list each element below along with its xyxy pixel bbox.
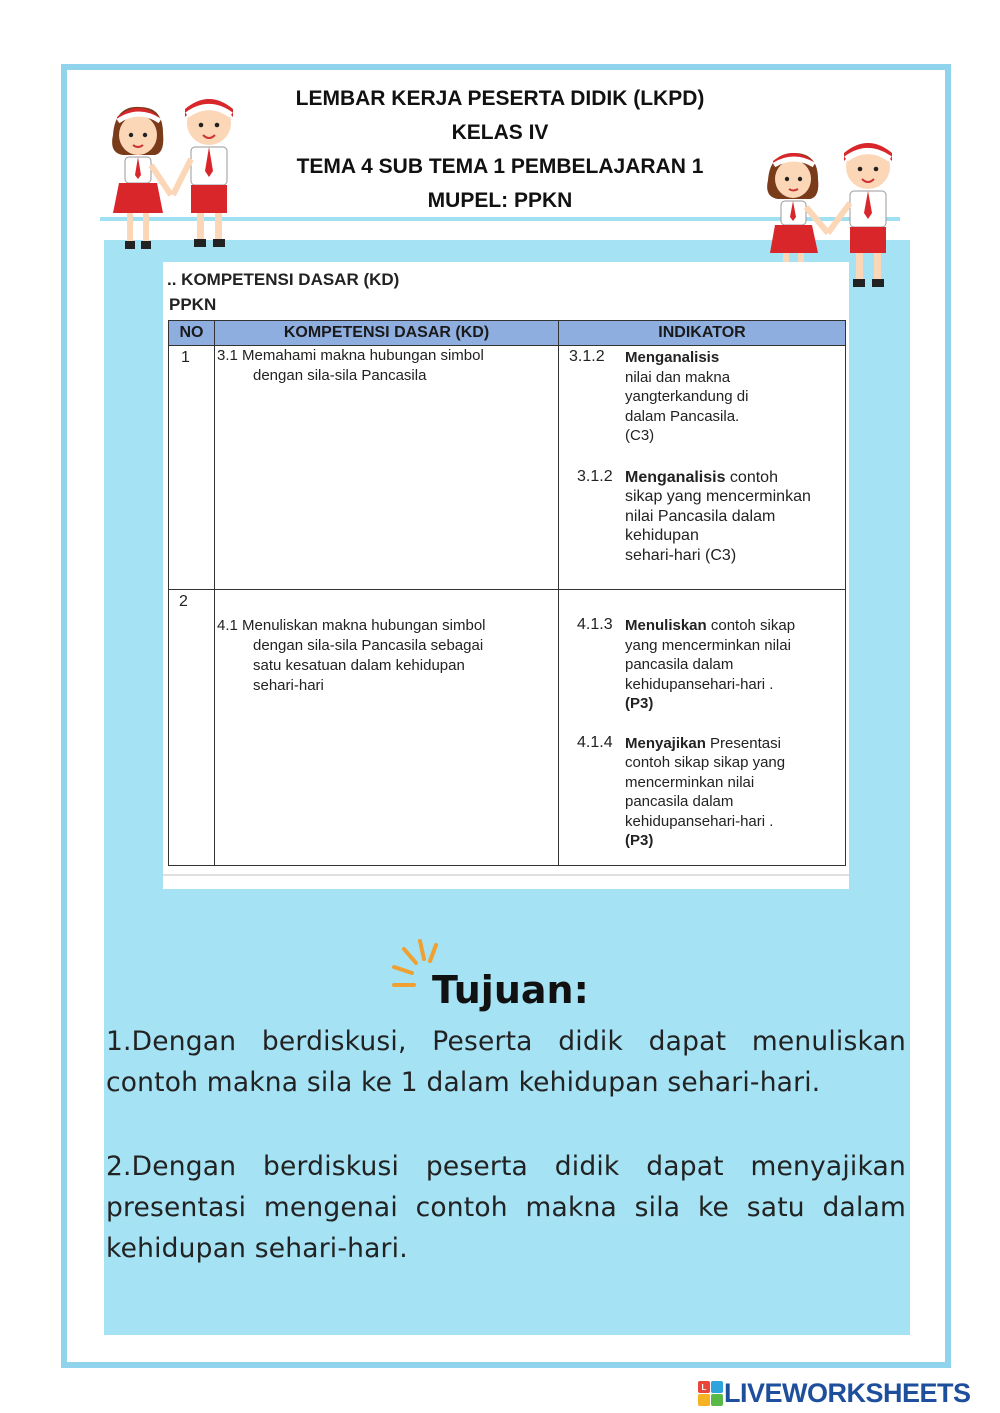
indicator-text: contoh sikap [706, 617, 796, 634]
indicator-line: pancasila dalam [625, 793, 734, 810]
indicator-line: kehidupan [625, 527, 699, 544]
kd-line: 4.1 Menuliskan makna hubungan simbol [217, 617, 486, 634]
document-divider [163, 874, 849, 876]
indicator-line: kehidupansehari-hari . [625, 675, 774, 693]
indicator-line: mencerminkan nilai [625, 773, 755, 791]
indicator-code: 3.1.2 [577, 467, 613, 485]
indicator-code: 3.1.2 [569, 348, 605, 365]
indicator-item [559, 734, 845, 851]
row-number: 2 [179, 593, 188, 610]
column-header-kd: KOMPETENSI DASAR (KD) [215, 321, 559, 346]
indicator-line: dalam Pancasila. [625, 407, 740, 425]
indicator-cell [559, 590, 846, 866]
indicator-line: pancasila dalam [625, 656, 734, 673]
worksheet-header [200, 82, 800, 218]
table-header-row [169, 321, 846, 346]
table-row [169, 346, 846, 590]
indicator-verb: Menuliskan [625, 617, 707, 634]
indicator-line: (P3) [625, 695, 654, 712]
kd-cell [215, 346, 559, 590]
competency-subject: PPKN [169, 295, 217, 314]
indicator-line: nilai dan makna [625, 368, 731, 386]
indicator-line: nilai Pancasila dalam [625, 507, 776, 525]
indicator-verb: Menganalisis [625, 468, 726, 486]
kd-line: dengan sila-sila Pancasila [253, 367, 427, 384]
indicator-text: contoh [725, 468, 778, 486]
kd-line: 3.1 Memahami makna hubungan simbol [217, 347, 484, 364]
indicator-text: Presentasi [705, 734, 781, 752]
column-header-indikator: INDIKATOR [559, 321, 846, 346]
objectives-title: Tujuan: [432, 968, 589, 1012]
indicator-code: 4.1.3 [577, 616, 613, 633]
competency-table [168, 320, 846, 866]
indicator-line: sikap yang mencerminkan [625, 488, 811, 505]
brand-name: LIVEWORKSHEETS [724, 1378, 971, 1408]
indicator-cell [559, 346, 846, 590]
indicator-line: (C3) [625, 427, 655, 444]
indicator-line: kehidupansehari-hari . [625, 812, 774, 830]
competency-document [163, 262, 849, 889]
header-theme: TEMA 4 SUB TEMA 1 PEMBELAJARAN 1 [296, 155, 704, 178]
indicator-verb: Menyajikan [625, 734, 706, 752]
header-class: KELAS IV [451, 121, 549, 144]
indicator-line: yang mencerminkan nilai [625, 636, 791, 654]
kd-cell [215, 590, 559, 866]
logo-letter: L [701, 1383, 707, 1392]
indicator-item [559, 616, 845, 714]
column-header-no: NO [169, 321, 215, 346]
competency-section-title: .. KOMPETENSI DASAR (KD) [167, 270, 400, 289]
header-subject: MUPEL: PPKN [427, 189, 573, 212]
indicator-line: (P3) [625, 832, 654, 849]
kd-line: sehari-hari [253, 677, 324, 694]
objective-1: 1.Dengan berdiskusi, Peserta didik dapat menuliskan contoh makna sila ke 1 dalam kehidupan sehari-hari. [106, 1026, 906, 1098]
objective-2: 2.Dengan berdiskusi peserta didik dapat menyajikan presentasi mengenai contoh makna sila ke satu dalam kehidupan sehari-hari. [106, 1151, 906, 1264]
indicator-line: contoh sikap sikap yang [625, 754, 786, 771]
indicator-item [559, 348, 845, 446]
row-number-cell [169, 346, 215, 590]
header-title: LEMBAR KERJA PESERTA DIDIK (LKPD) [295, 87, 705, 110]
boy-figure [173, 99, 233, 247]
indicator-verb: Menganalisis [625, 349, 720, 366]
kd-line: satu kesatuan dalam kehidupan [253, 657, 465, 674]
indicator-code: 4.1.4 [577, 733, 613, 751]
row-number-cell [169, 590, 215, 866]
indicator-line: sehari-hari (C3) [625, 546, 737, 564]
liveworksheets-logo-icon [698, 1381, 724, 1407]
students-illustration-left [105, 95, 245, 265]
indicator-line: yangterkandung di [625, 388, 749, 405]
row-number: 1 [181, 349, 190, 366]
kd-line: dengan sila-sila Pancasila sebagai [253, 637, 484, 654]
table-row [169, 590, 846, 866]
girl-figure [112, 107, 171, 249]
indicator-item [559, 468, 845, 566]
